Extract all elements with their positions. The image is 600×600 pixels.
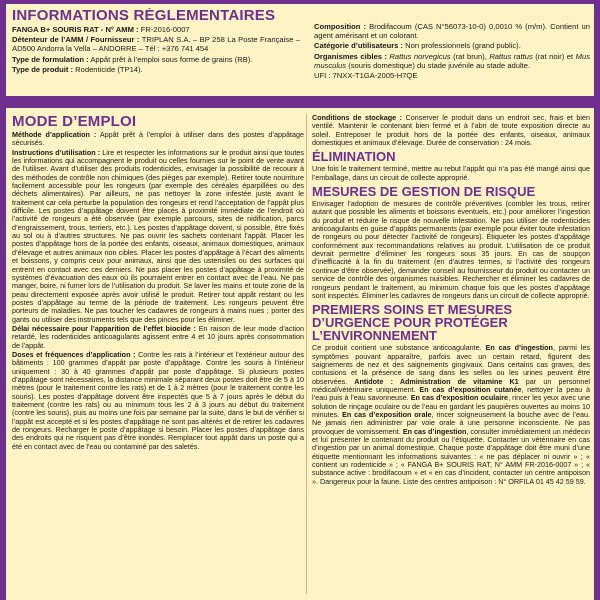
formulation-line: Type de formulation : Appât prêt à l’emploi sous forme de grains (RB). <box>12 54 253 64</box>
mode-emploi-column <box>12 114 304 598</box>
users-line: Catégorie d’utilisateurs : Non professionnels (grand public). <box>314 41 521 51</box>
product-line: FANGA B+ SOURIS RAT - N° AMM : FR-2016-0007 <box>12 25 190 34</box>
delay-paragraph: Délai nécessaire pour l’apparition de l’effet biocide : En raison de leur mode d’action retardé, les rodenticides anticoagulants agissent entre 4 et 10 jours après consommation de l’appât. <box>12 323 304 350</box>
doses-paragraph: Doses et fréquences d’application : Contre les rats à l’intérieur et l’extérieur autour des bâtiments : 100 grammes d’appât par poste d’appâtage. Contre les souris à l’intérieur uniquement : 30 à 40 grammes d’appât par poste d’appâtage. Si plusieurs postes d’appâtage sont nécessaires, la distance minimale séparant deux postes doit être de 5 à 10 mètres (pour le traitement contre les rats) et de 1 à 2 mètres (pour le traitement contre les souris). Les postes d’appâtage doivent être inspectés que 5 à 7 jours après le début du traitement (contre les rats) ou au minimum tous les 2 à 3 jours au début du traitement (contre les souris), puis au moins une fois par semaine par la suite, dans le but de vérifier si l’appât est accepté et si les postes d’appâtage ne sont pas altérés et de retirer les cadavres de rongeurs. Recharger le poste d’appâtage si besoin. Placer les postes d’appâtage dans des endroits qui ne risquent pas d’être inondés. Remplacer tout appât dans un poste qui a été en contact avec de l’eau ou contaminé par des saletés. <box>12 349 304 451</box>
regulatory-title: INFORMATIONS RÉGLEMENTAIRES <box>12 8 276 24</box>
method-paragraph: Méthode d’application : Appât prêt à l’emploi à utiliser dans des postes d’appâtage sécurisés. <box>12 130 304 148</box>
label-page <box>6 4 594 600</box>
targets-line: Organismes cibles : Rattus norvegicus (rat brun), Rattus rattus (rat noir) et Mus musculus (souris domestique) du stade juvénile au stade adulte. <box>314 51 590 70</box>
elimination-paragraph: Une fois le traitement terminé, mettre au rebut l’appât qui n’a pas été mangé ainsi que l’emballage, dans un circuit de collecte approprié. <box>312 164 590 182</box>
elimination-title: ÉLIMINATION <box>312 149 396 165</box>
composition-line: Composition : Brodifacoum (CAS N°56073-10-0) 0,0010 % (m/m). Contient un agent amérisant et un colorant. <box>314 22 590 41</box>
storage-paragraph: Conditions de stockage : Conserver le produit dans un endroit sec, frais et bien ventilé. Maintenir le contenant bien fermé et à l’abri de toute exposition directe au soleil. Entreposer le produit hors de la portée des enfants, oiseaux, animaux domestiques et animaux d’élevage. Durée de conservation : 24 mois. <box>312 114 590 148</box>
first-aid-title: PREMIERS SOINS ET MESURES D’URGENCE POUR PROTÉGER L’ENVIRONNEMENT <box>312 302 513 344</box>
risk-title: MESURES DE GESTION DE RISQUE <box>312 184 536 200</box>
holder-line: Détenteur de l’AMM / Fournisseur : TRIPLAN S.A. – BP 258 La Poste Française – AD500 Andorra la Vella – ANDORRE – Tél : +376 741 454 <box>12 35 300 54</box>
regulatory-left-column <box>12 8 300 75</box>
mode-emploi-title: MODE D’EMPLOI <box>12 114 137 130</box>
risk-paragraph: Envisager l’adoption de mesures de contrôle préventives (combler les trous, retirer autant que possible les aliments et boissons éventuels, etc.) pour améliorer l’ingestion du produit et réduire le risque de nouvelle infestation. Ne pas utiliser de rodenticides anticoagulants en guise d’appâts permanents (par exemple pour éviter toute infestation de rongeurs ou pour détecter l’activité de rongeurs). Étiqueter les postes d’appâtage conformément aux recommandations relatives au produit. L’utilisation de ce produit devrait permettre d’éliminer les rongeurs sous 35 jours. En cas de soupçon d’inefficacité à la fin du traitement (en d’autres termes, si l’activité des rongeurs continue d’être observée), demander conseil au fournisseur du produit ou contacter un service de contrôle des organismes nuisibles. Rechercher et éliminer les cadavres de rongeurs pendant le traitement, au minimum chaque fois que les postes d’appâtage sont inspectés. Éliminer les cadavres de rongeurs dans un circuit de collecte approprié. <box>312 199 590 300</box>
purple-divider-band <box>6 96 594 108</box>
ufi-line: UFI : 7NXX-T1GA-2005-H7QE <box>314 71 418 81</box>
product-type-line: Type de produit : Rodenticide (TP14). <box>12 64 143 74</box>
regulatory-right-column <box>314 22 590 81</box>
regulatory-section <box>6 4 594 96</box>
instructions-paragraph: Instructions d’utilisation : Lire et respecter les informations sur le produit ainsi que toutes les informations qui accompagnent le produit ou celles fournies sur le point de vente avant de l’utiliser. Avant d’utiliser des produits rodenticides, envisager la possibilité de recourir à des méthodes de contrôle non chimiques (des pièges par exemple). Retirer toute nourriture facilement accessible pour les rongeurs (par exemple des céréales éparpillées ou des déchets alimentaires). Par ailleurs, ne pas nettoyer la zone infestée juste avant le traitement car cela perturbe la population des rongeurs et rend l’acceptation de l’appât plus difficile. Les postes d’appâtage doivent être placés à proximité immédiate de l’endroit où l’activité de rongeurs a été observée (par exemple parcours, sites de nidification, parcs d’engraissement, trous, terriers, etc.). Les postes d’appâtage doivent, si possible, être fixés au sol ou à d’autres structures. Ne pas ouvrir les sachets contenant l’appât. Placer les postes d’appâtage hors de la portée des enfants, oiseaux, animaux domestiques, animaux d’élevage et autres animaux non cibles. Placer les postes d’appâtage à l’écart des aliments et boissons, y compris ceux pour animaux, ainsi que des ustensiles ou des surfaces qui entrent en contact avec ces derniers. Ne pas placer les postes d’appâtage à proximité de systèmes d’évacuation des eaux où ils pourraient entrer en contact avec de l’eau. Ne pas manger, boire, ni fumer lors de l’utilisation du produit. Se laver les mains et toute zone de la peau directement exposée après avoir utilisé le produit. Retirer tout appât restant ou les postes d’appâtage au terme de la période de traitement. Les rongeurs peuvent être porteurs de maladies. Ne pas toucher les cadavres de rongeurs à mains nues ; porter des gants ou utiliser des instruments tels que des pinces pour les éliminer. <box>12 147 304 324</box>
right-column <box>312 114 590 598</box>
column-divider <box>306 114 307 594</box>
first-aid-paragraph: Ce produit contient une substance anticoagulante. En cas d’ingestion, parmi les symptômes pouvant apparaître, parfois avec un certain retard, figurent des saignements de nez et des saignements gingivaux. Dans certains cas graves, des contusions et la présence de sang dans les selles ou les urines peuvent être observées. Antidote : Administration de vitamine K1 par un personnel médical/vétérinaire uniquement. En cas d’exposition cutanée, nettoyer la peau à l’eau puis à l’eau savonneuse. En cas d’exposition oculaire, rincer les yeux avec une solution de rinçage oculaire ou de l’eau en gardant les paupières ouvertes au moins 10 minutes. En cas d’exposition orale, rincer soigneusement la bouche avec de l’eau. Ne jamais rien administrer par voie orale à une personne inconsciente. Ne pas provoquer de vomissement. En cas d’ingestion, consulter immédiatement un médecin et lui présenter le contenant du produit ou l’étiquette. Contacter un vétérinaire en cas d’ingestion par un animal domestique. Chaque poste d’appâtage doit être muni d’une étiquette mentionnant les informations suivantes : « ne pas déplacer ni ouvrir » ; « contient un rodenticide » ; « FANGA B+ SOURIS RAT, N° AMM FR-2016-0007 » ; « substance active : brodifacoum » et « en cas d’incident, contacter un centre antipoison ». Dangereux pour la faune. Liste des centres antipoison : N° ORFILA 01 45 42 59 59. <box>312 343 590 486</box>
